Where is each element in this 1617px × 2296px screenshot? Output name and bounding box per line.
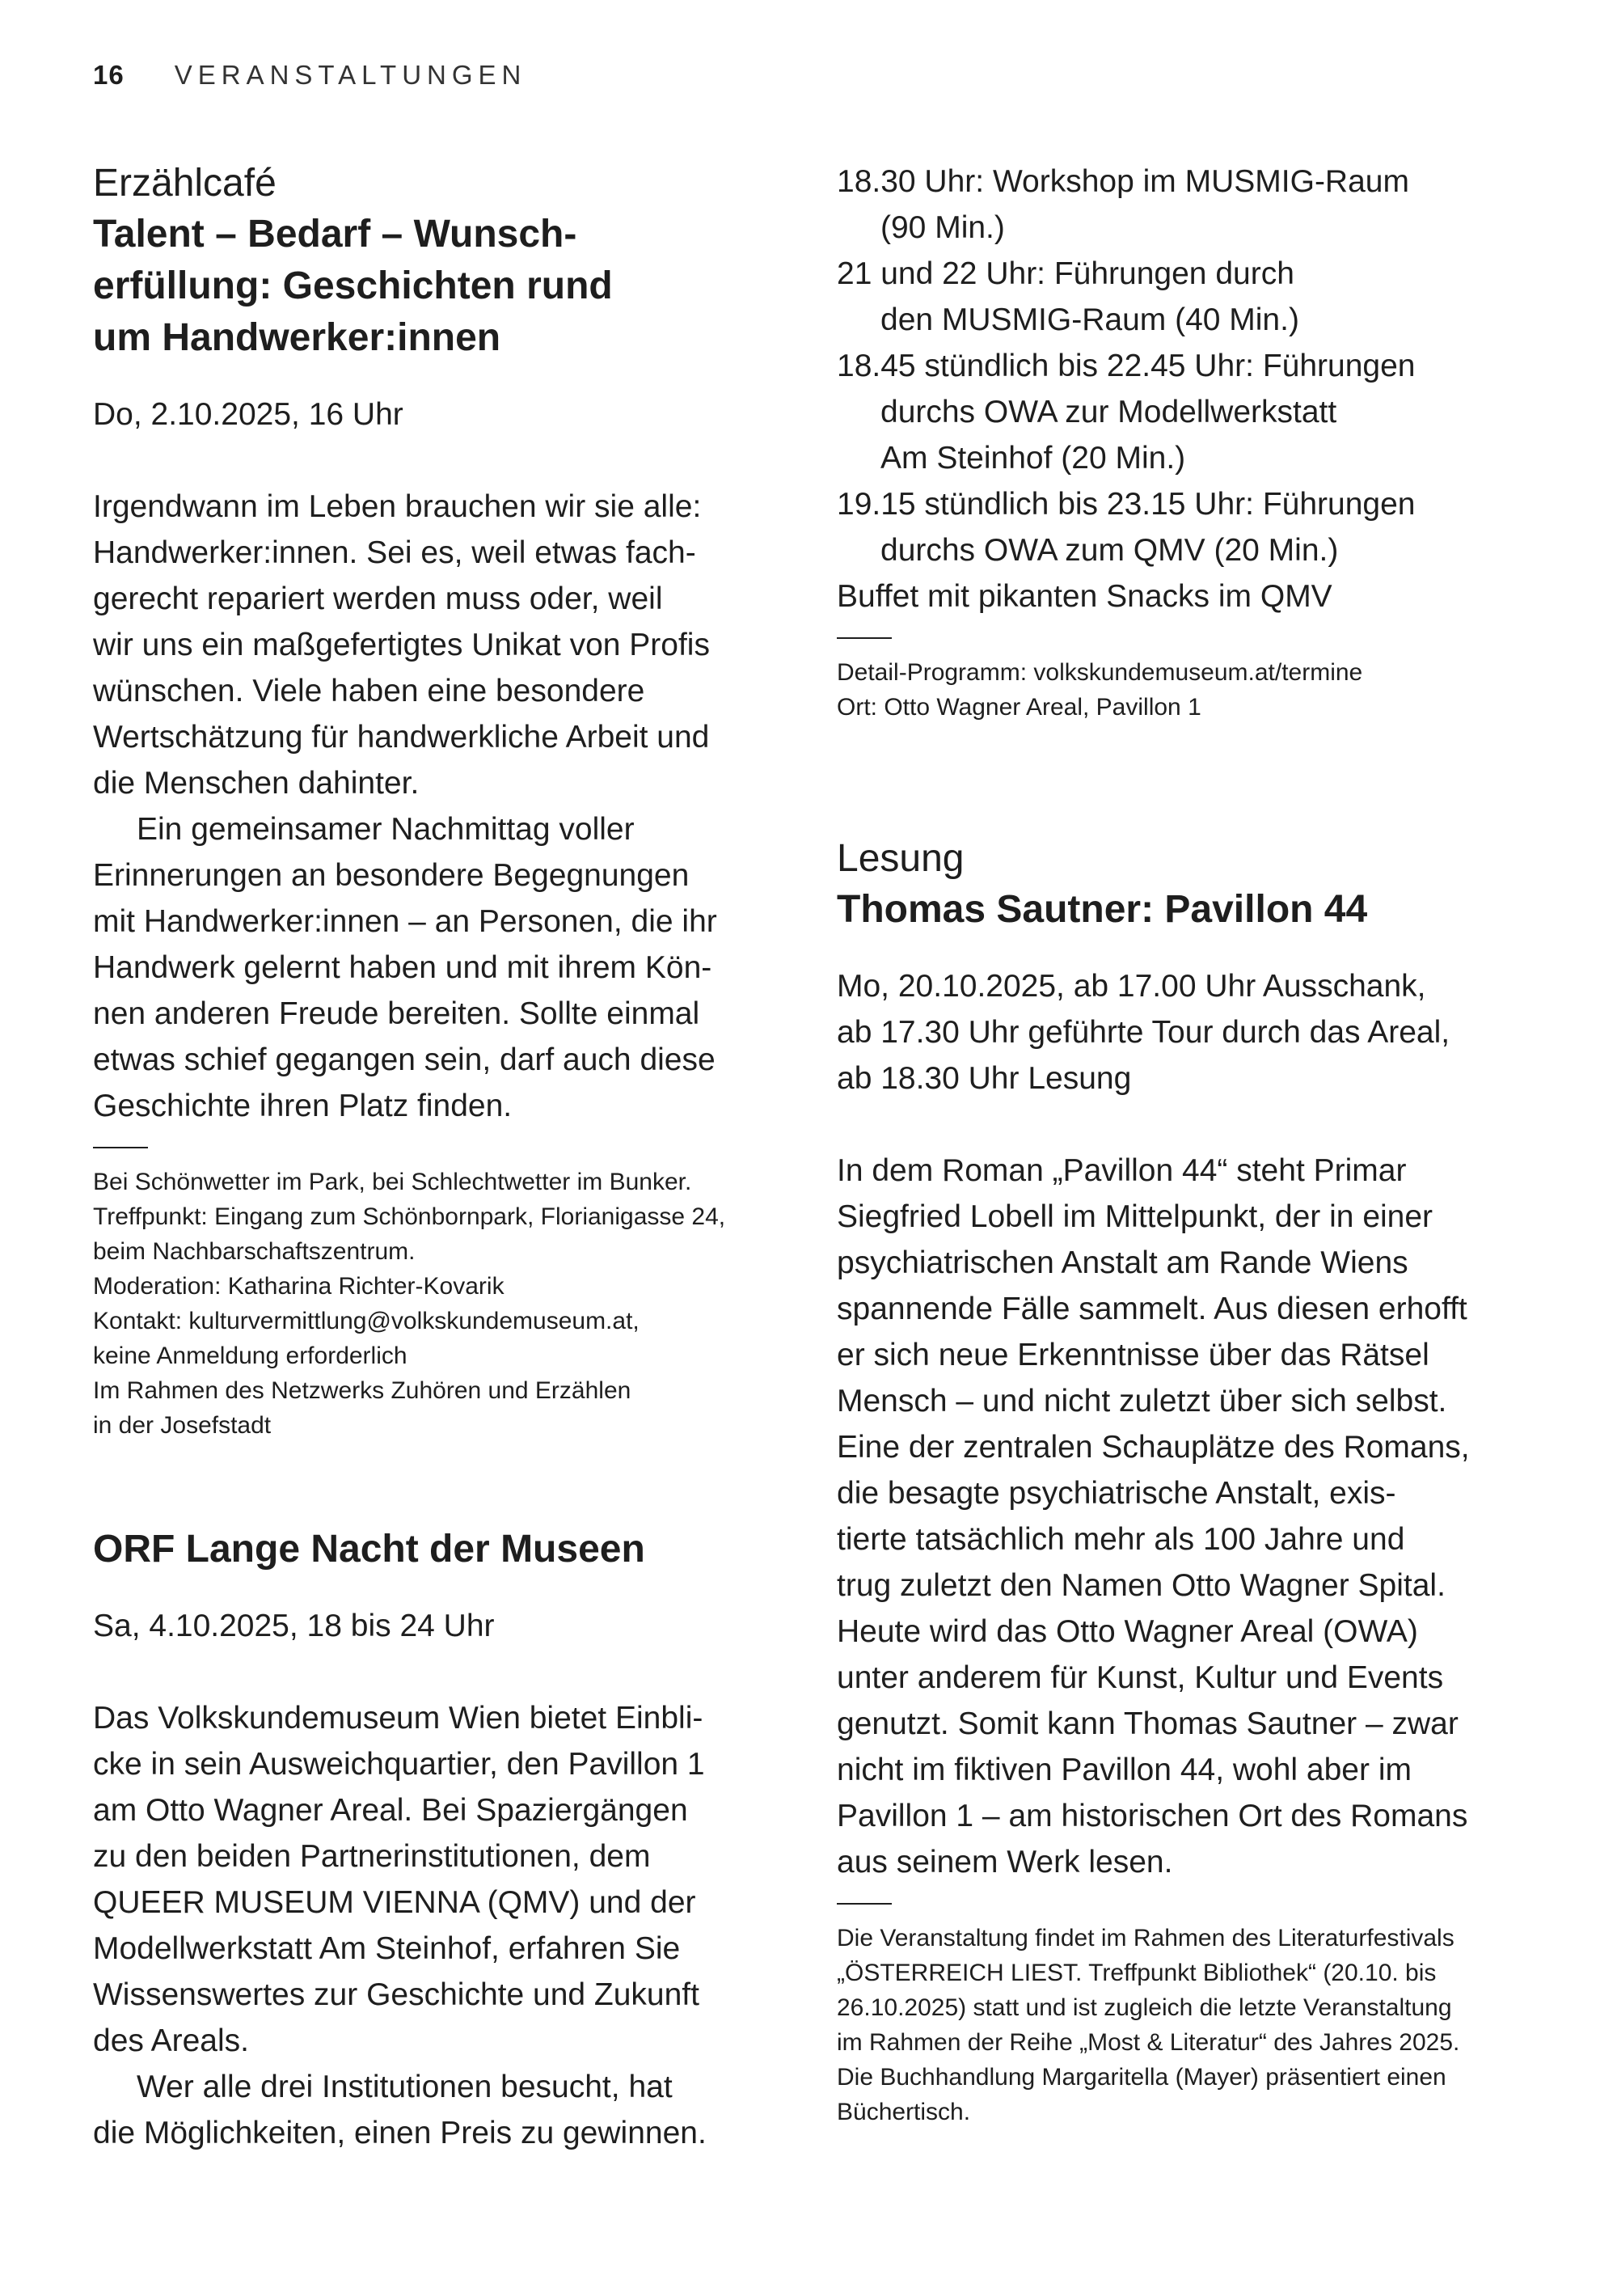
left-column <box>93 159 796 2156</box>
text-line: die Möglichkeiten, einen Preis zu gewinnen. <box>93 2116 707 2150</box>
paragraph <box>93 2064 796 2156</box>
text-line: Heute wird das Otto Wagner Areal (OWA) <box>837 1614 1418 1649</box>
text-line: Wissenswertes zur Geschichte und Zukunft <box>93 1977 699 2012</box>
text-line: spannende Fälle sammelt. Aus diesen erhofft <box>837 1292 1467 1326</box>
note-line: Ort: Otto Wagner Areal, Pavillon 1 <box>837 694 1201 721</box>
note-line: im Rahmen der Reihe „Most & Literatur“ des Jahres 2025. <box>837 2029 1460 2056</box>
text-line: QUEER MUSEUM VIENNA (QMV) und der <box>93 1885 696 1920</box>
note-line: in der Josefstadt <box>93 1412 272 1439</box>
event-description <box>93 484 796 1129</box>
paragraph <box>837 1148 1548 1885</box>
text-line: die Menschen dahinter. <box>93 766 420 801</box>
page-number: 16 <box>93 60 125 90</box>
text-line: wünschen. Viele haben eine besondere <box>93 674 645 708</box>
text-line: er sich neue Erkenntnisse über das Rätsel <box>837 1338 1429 1372</box>
note-line: Die Veranstaltung findet im Rahmen des Literaturfestivals <box>837 1925 1454 1951</box>
date-line: ab 18.30 Uhr Lesung <box>837 1061 1132 1096</box>
note-line: keine Anmeldung erforderlich <box>93 1343 407 1369</box>
event-erzaehlcafe <box>93 159 796 1443</box>
paragraph <box>93 806 796 1129</box>
event-date <box>837 963 1548 1101</box>
text-line: Handwerker:innen. Sei es, weil etwas fach- <box>93 535 696 570</box>
program-item <box>837 159 1548 251</box>
text-line: Wer alle drei Institutionen besucht, hat <box>137 2070 673 2104</box>
paragraph <box>93 1695 796 2064</box>
text-line: Wertschätzung für handwerkliche Arbeit und <box>93 720 710 755</box>
note-line: Kontakt: kulturvermittlung@volkskundemuseum.at, <box>93 1308 640 1334</box>
text-line: gerecht repariert werden muss oder, weil <box>93 581 663 616</box>
text-line: Ein gemeinsamer Nachmittag voller <box>137 812 635 847</box>
date-line: Mo, 20.10.2025, ab 17.00 Uhr Ausschank, <box>837 969 1426 1004</box>
program-time: 19.15 stündlich bis 23.15 Uhr: Führungen <box>837 487 1416 522</box>
program-time: 18.45 stündlich bis 22.45 Uhr: Führungen <box>837 349 1416 383</box>
note-line: Büchertisch. <box>837 2099 971 2125</box>
text-line: In dem Roman „Pavillon 44“ steht Primar <box>837 1153 1407 1188</box>
event-notes <box>93 1165 796 1443</box>
right-column <box>837 159 1548 2129</box>
note-line: Die Buchhandlung Margaritella (Mayer) präsentiert einen <box>837 2064 1446 2091</box>
text-line: tierte tatsächlich mehr als 100 Jahre und <box>837 1522 1405 1557</box>
text-line: Mensch – und nicht zuletzt über sich selbst. <box>837 1384 1447 1419</box>
divider <box>93 1147 148 1148</box>
text-line: nicht im fiktiven Pavillon 44, wohl aber im <box>837 1753 1412 1787</box>
program-item <box>837 573 1548 619</box>
note-line: beim Nachbarschaftszentrum. <box>93 1238 416 1265</box>
text-line: unter anderem für Kunst, Kultur und Events <box>837 1660 1444 1695</box>
text-line: Pavillon 1 – am historischen Ort des Romans <box>837 1799 1468 1833</box>
text-line: Das Volkskundemuseum Wien bietet Einbli- <box>93 1701 703 1736</box>
event-lange-nacht <box>93 1524 796 2156</box>
event-lesung <box>837 834 1548 2129</box>
text-line: Erinnerungen an besondere Begegnungen <box>93 858 690 893</box>
date-line: ab 17.30 Uhr geführte Tour durch das Areal, <box>837 1015 1450 1050</box>
text-line: cke in sein Ausweichquartier, den Pavillon 1 <box>93 1747 705 1782</box>
text-line: zu den beiden Partnerinstitutionen, dem <box>93 1839 651 1874</box>
event-kicker: Lesung <box>837 837 965 880</box>
text-line: trug zuletzt den Namen Otto Wagner Spital. <box>837 1568 1446 1603</box>
text-line: psychiatrischen Anstalt am Rande Wiens <box>837 1245 1408 1280</box>
event-description <box>837 1148 1548 1885</box>
text-line: Siegfried Lobell im Mittelpunkt, der in einer <box>837 1199 1433 1234</box>
note-line: 26.10.2025) statt und ist zugleich die letzte Veranstaltung <box>837 1994 1452 2021</box>
title-line: erfüllung: Geschichten rund <box>93 264 613 307</box>
event-notes <box>837 1921 1548 2129</box>
paragraph <box>93 484 796 806</box>
program-time: 18.30 Uhr: Workshop im MUSMIG-Raum <box>837 164 1409 199</box>
note-line: Bei Schönwetter im Park, bei Schlechtwetter im Bunker. <box>93 1169 692 1195</box>
text-line: etwas schief gegangen sein, darf auch diese <box>93 1042 716 1077</box>
note-line: Im Rahmen des Netzwerks Zuhören und Erzählen <box>93 1377 631 1404</box>
event-title <box>93 209 796 364</box>
text-line: wir uns ein maßgefertigtes Unikat von Profis <box>93 628 710 662</box>
text-line: am Otto Wagner Areal. Bei Spaziergängen <box>93 1793 688 1828</box>
program-item <box>837 251 1548 343</box>
program-detail: Am Steinhof (20 Min.) <box>880 441 1186 476</box>
text-line: Handwerk gelernt haben und mit ihrem Kön- <box>93 950 712 985</box>
note-line: Detail-Programm: volkskundemuseum.at/termine <box>837 659 1363 686</box>
note-line: „ÖSTERREICH LIEST. Treffpunkt Bibliothek“ (20.10. bis <box>837 1960 1437 1986</box>
title-line: um Handwerker:innen <box>93 316 501 359</box>
event-title: Thomas Sautner: Pavillon 44 <box>837 888 1368 931</box>
program-item <box>837 481 1548 573</box>
event-notes <box>837 655 1548 725</box>
text-line: Irgendwann im Leben brauchen wir sie alle: <box>93 489 702 524</box>
text-line: die besagte psychiatrische Anstalt, exis- <box>837 1476 1396 1511</box>
divider <box>837 637 892 639</box>
text-line: mit Handwerker:innen – an Personen, die ihr <box>93 904 717 939</box>
program-detail: (90 Min.) <box>880 210 1005 245</box>
divider <box>837 1903 892 1905</box>
event-date: Do, 2.10.2025, 16 Uhr <box>93 397 403 432</box>
text-line: Modellwerkstatt Am Steinhof, erfahren Sie <box>93 1931 681 1966</box>
event-date: Sa, 4.10.2025, 18 bis 24 Uhr <box>93 1609 495 1643</box>
text-line: des Areals. <box>93 2023 249 2058</box>
page-header <box>93 55 526 95</box>
program-item <box>837 343 1548 481</box>
title-line: Talent – Bedarf – Wunsch- <box>93 213 577 256</box>
note-line: Treffpunkt: Eingang zum Schönbornpark, Florianigasse 24, <box>93 1203 726 1230</box>
text-line: genutzt. Somit kann Thomas Sautner – zwar <box>837 1706 1459 1741</box>
program-detail: den MUSMIG-Raum (40 Min.) <box>880 302 1299 337</box>
event-kicker: Erzählcafé <box>93 162 277 205</box>
program-detail: durchs OWA zur Modellwerkstatt <box>880 395 1337 429</box>
event-lange-nacht-program <box>837 159 1548 725</box>
text-line: Eine der zentralen Schauplätze des Romans, <box>837 1430 1470 1465</box>
event-title: ORF Lange Nacht der Museen <box>93 1528 645 1571</box>
text-line: aus seinem Werk lesen. <box>837 1845 1173 1880</box>
program-list <box>837 159 1548 619</box>
text-line: Geschichte ihren Platz finden. <box>93 1089 513 1123</box>
section-title: VERANSTALTUNGEN <box>174 60 527 90</box>
program-time: Buffet mit pikanten Snacks im QMV <box>837 579 1332 614</box>
note-line: Moderation: Katharina Richter-Kovarik <box>93 1273 505 1300</box>
text-line: nen anderen Freude bereiten. Sollte einmal <box>93 996 700 1031</box>
program-time: 21 und 22 Uhr: Führungen durch <box>837 256 1294 291</box>
event-description <box>93 1695 796 2156</box>
program-detail: durchs OWA zum QMV (20 Min.) <box>880 533 1339 568</box>
